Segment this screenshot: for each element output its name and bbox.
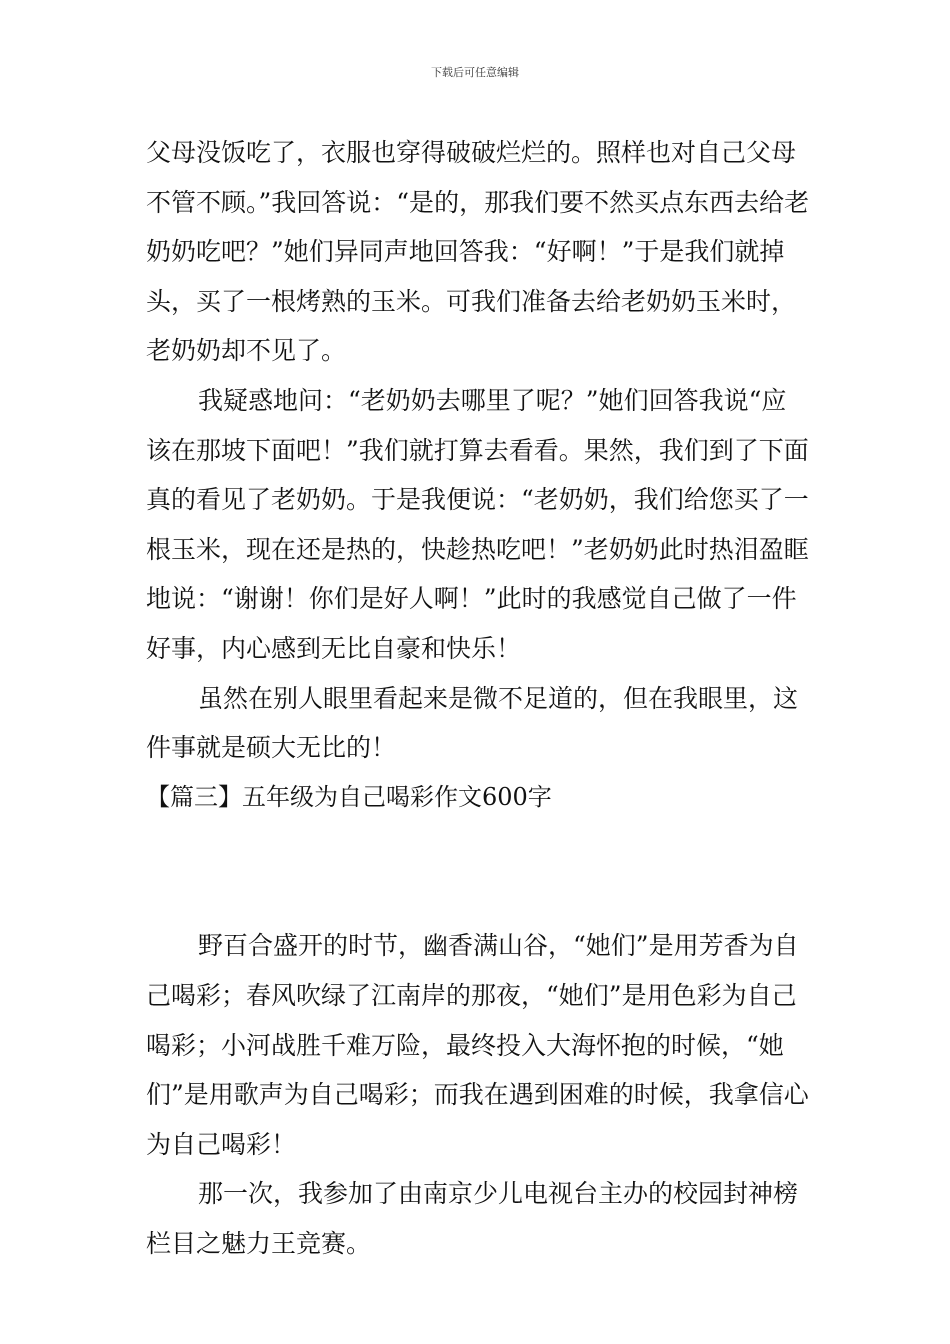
- section-heading: 【篇三】五年级为自己喝彩作文600字: [146, 782, 552, 811]
- paragraph: 野百合盛开的时节，幽香满山谷，“她们”是用芳香为自己喝彩；春风吹绿了江南岸的那夜，“她们”是用色彩为自己喝彩；小河战胜千难万险，最终投入大海怀抱的时候，“她们”是用歌声为自己喝彩；而我在遇到困难的时候，我拿信心为自己喝彩！: [146, 931, 809, 1159]
- paragraph: 我疑惑地问：“老奶奶去哪里了呢？”她们回答我说“应该在那坡下面吧！”我们就打算去看看。果然，我们到了下面真的看见了老奶奶。于是我便说：“老奶奶，我们给您买了一根玉米，现在还是热的，快趁热吃吧！”老奶奶此时热泪盈眶地说：“谢谢！你们是好人啊！”此时的我感觉自己做了一件好事，内心感到无比自豪和快乐！: [146, 385, 809, 663]
- page-header-note: 下载后可任意编辑: [431, 66, 519, 79]
- paragraph-continued: 父母没饭吃了，衣服也穿得破破烂烂的。照样也对自己父母不管不顾。”我回答说：“是的，那我们要不然买点东西去给老奶奶吃吧？”她们异同声地回答我：“好啊！”于是我们就掉头，买了一根烤熟的玉米。可我们准备去给老奶奶玉米时，老奶奶却不见了。: [146, 138, 810, 366]
- document-body: [146, 128, 810, 1268]
- paragraph: 虽然在别人眼里看起来是微不足道的，但在我眼里，这件事就是硕大无比的！: [146, 683, 799, 763]
- paragraph: 那一次，我参加了由南京少儿电视台主办的校园封神榜栏目之魅力王竞赛。: [146, 1179, 799, 1258]
- blank-line: [146, 822, 810, 921]
